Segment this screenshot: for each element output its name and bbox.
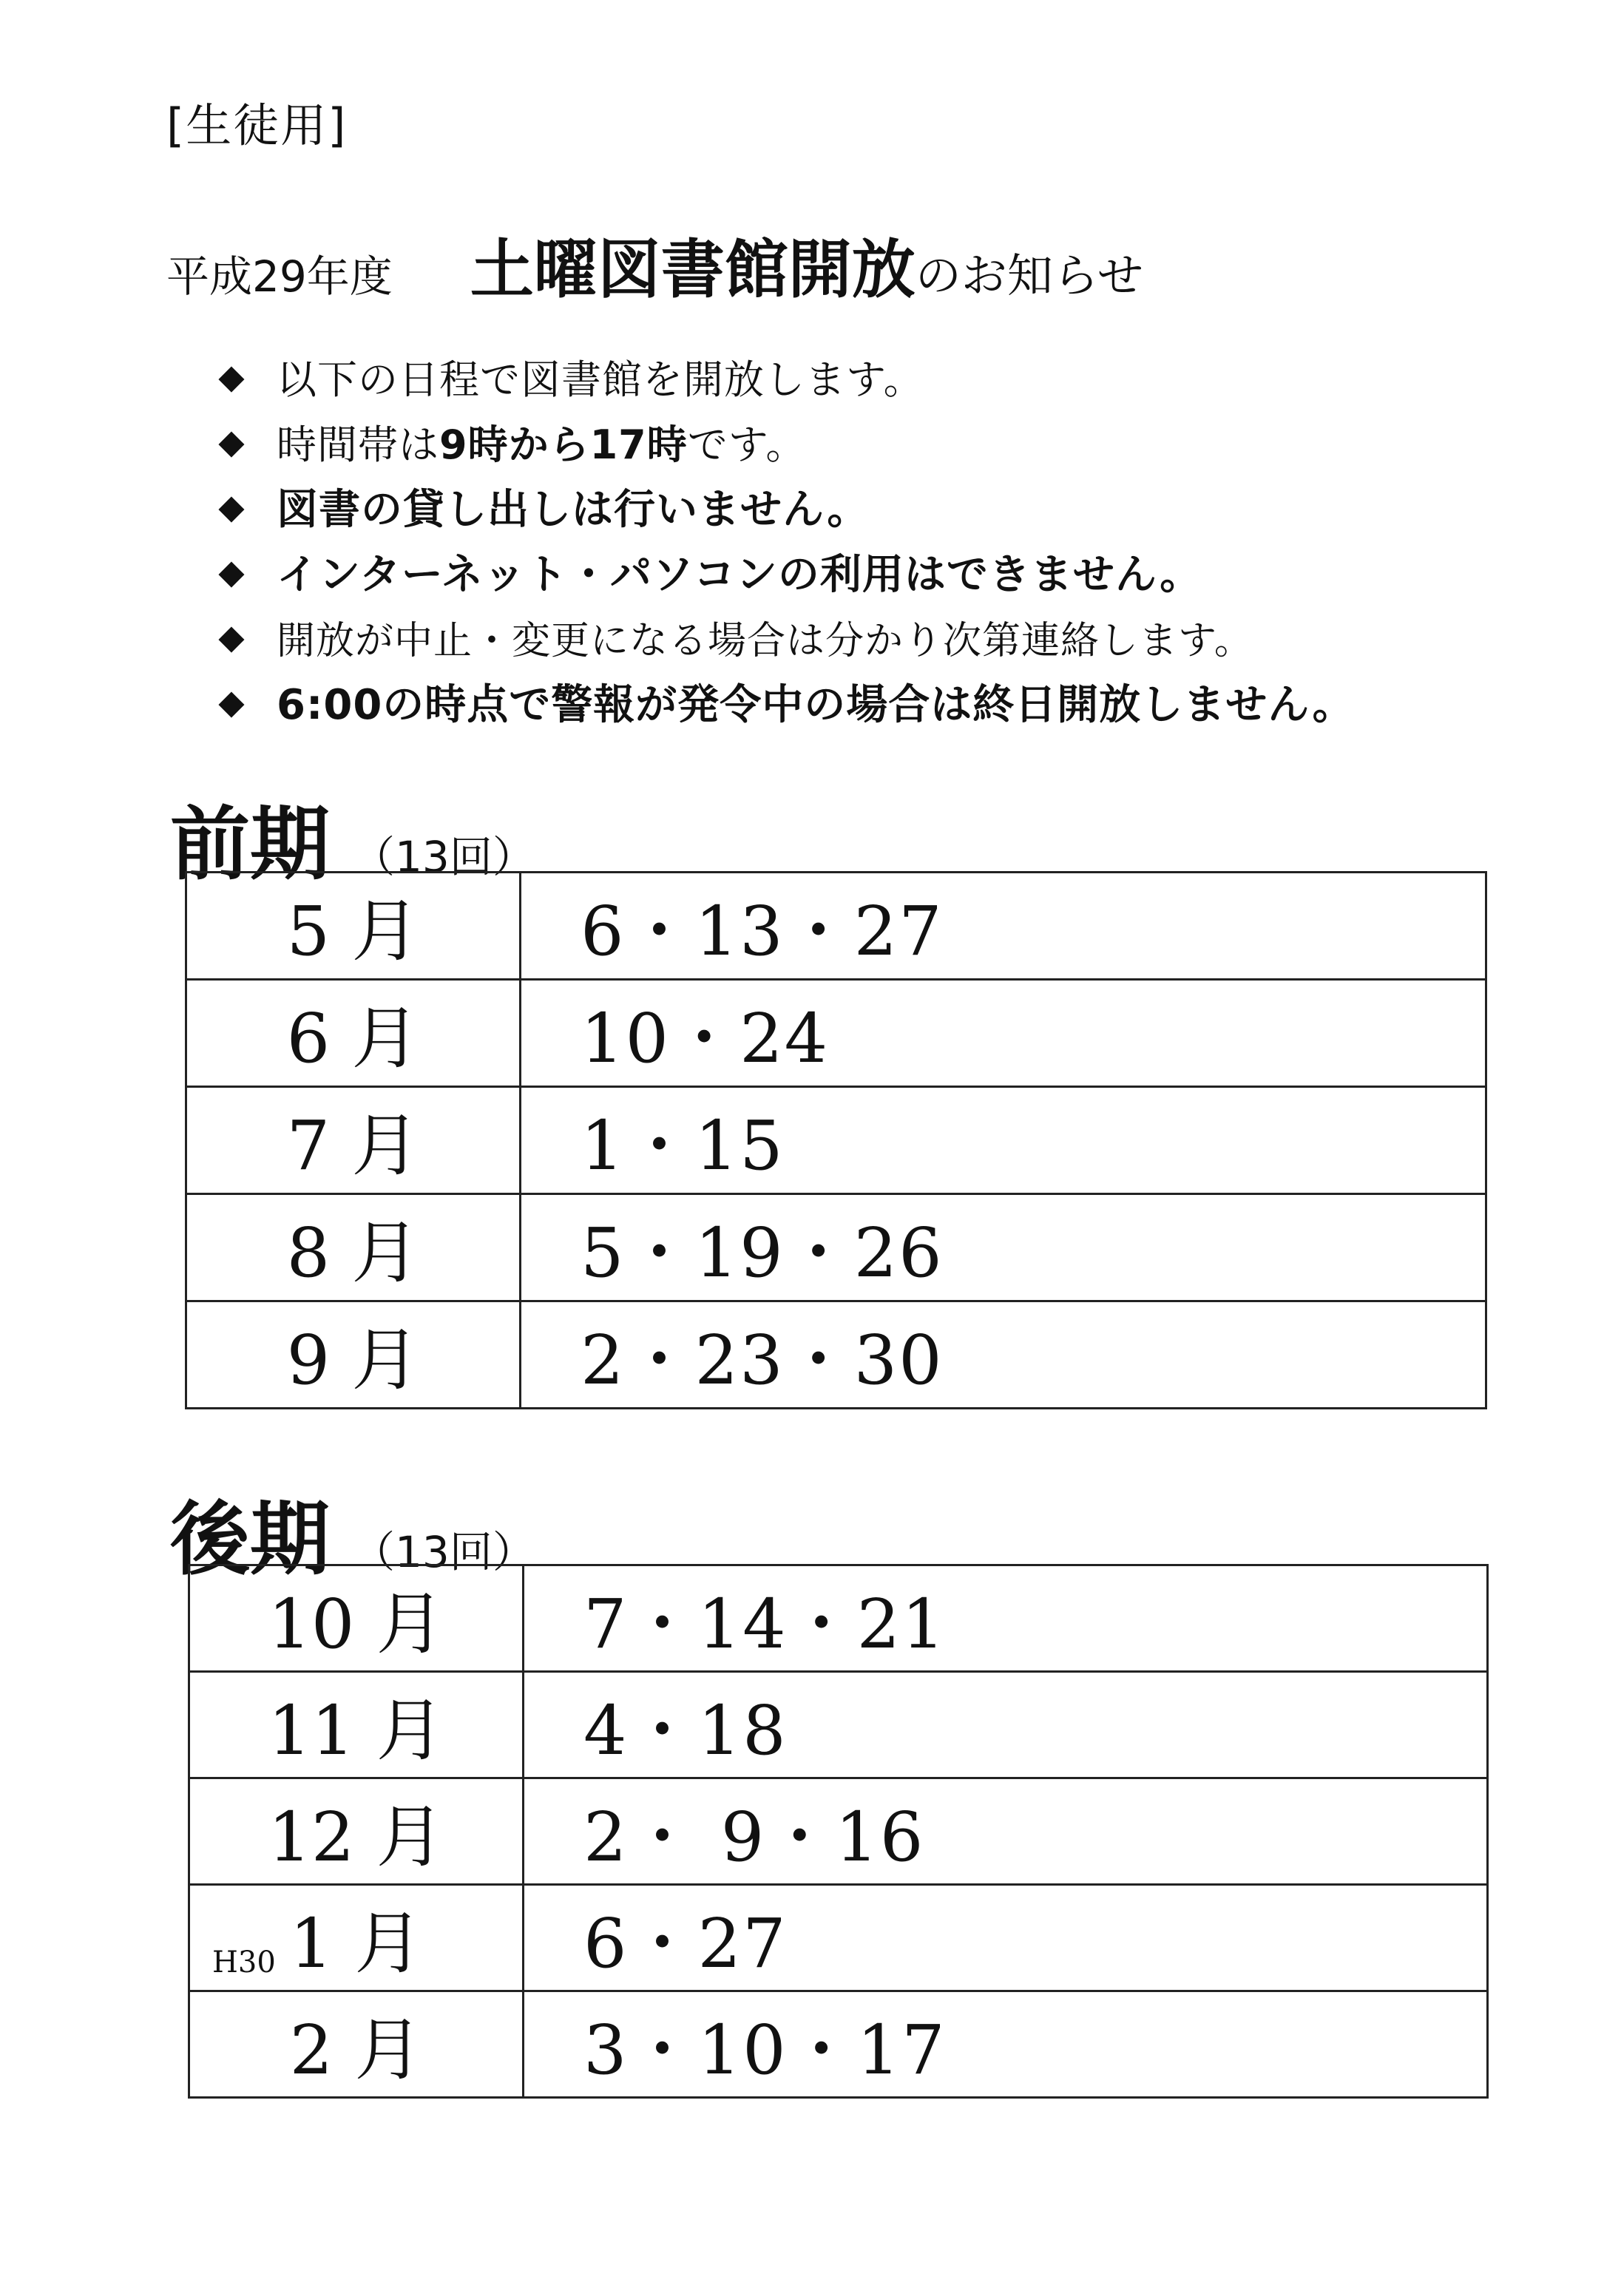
- diamond-bullet-icon: ◆: [218, 682, 245, 722]
- first-term-title: 前期: [170, 799, 331, 891]
- dates-cell: 1・15: [521, 1087, 1486, 1194]
- notice-text: 図書の貸し出しは行いません。: [277, 486, 870, 534]
- notice-text: インターネット・パソコンの利用はできません。: [277, 551, 1202, 599]
- dates-cell: 5・19・26: [521, 1194, 1486, 1301]
- diamond-bullet-icon: ◆: [218, 421, 245, 461]
- table-row: [189, 1885, 1488, 1991]
- notice-item: [214, 409, 1516, 474]
- table-row: [186, 980, 1486, 1087]
- diamond-bullet-icon: ◆: [218, 617, 245, 657]
- dates-cell: 6・27: [524, 1885, 1488, 1991]
- month-cell: 12 月: [189, 1778, 524, 1885]
- dates-cell: 6・13・27: [521, 873, 1486, 980]
- notice-text: 開放が中止・変更になる場合は分かり次第連絡します。: [277, 618, 1253, 663]
- dates-cell: 4・18: [524, 1672, 1488, 1778]
- notice-list: [214, 344, 1516, 734]
- diamond-bullet-icon: ◆: [218, 487, 245, 526]
- table-row: [189, 1672, 1488, 1778]
- notice-text: 以下の日程で図書館を開放します。: [277, 356, 924, 403]
- notice-item: [214, 669, 1516, 734]
- title-main: 土曜図書館開放: [470, 233, 916, 307]
- month-cell: 11 月: [189, 1672, 524, 1778]
- table-row: [189, 1778, 1488, 1885]
- month-cell: 6 月: [186, 980, 521, 1087]
- dates-cell: 3・10・17: [524, 1991, 1488, 2098]
- table-row: [186, 873, 1486, 980]
- first-term-table: [185, 871, 1487, 1409]
- page-title: [166, 218, 1143, 310]
- diamond-bullet-icon: ◆: [218, 356, 245, 396]
- notice-text: 6:00の時点で警報が発令中の場合は終日開放しません。: [277, 681, 1355, 729]
- era-label: H30: [212, 1945, 276, 1980]
- diamond-bullet-icon: ◆: [218, 552, 245, 592]
- second-term-title: 後期: [170, 1494, 331, 1586]
- notice-item: [214, 604, 1516, 669]
- audience-label: [生徒用]: [166, 98, 348, 152]
- table-row: [186, 1194, 1486, 1301]
- dates-cell: 10・24: [521, 980, 1486, 1087]
- month-cell: 8 月: [186, 1194, 521, 1301]
- second-term-table: [188, 1564, 1489, 2099]
- notice-text: 時間帯は9時から17時です。: [277, 421, 807, 468]
- month-cell: 5 月: [186, 873, 521, 980]
- notice-item: [214, 474, 1516, 539]
- dates-cell: 7・14・21: [524, 1565, 1488, 1672]
- second-term-count: （13回）: [352, 1527, 535, 1577]
- dates-cell: 2・ 9・16: [524, 1778, 1488, 1885]
- table-row: [186, 1301, 1486, 1409]
- first-term-count: （13回）: [352, 832, 535, 882]
- month-cell: 2 月: [189, 1991, 524, 2098]
- month-cell: 9 月: [186, 1301, 521, 1409]
- month-cell: 10 月: [189, 1565, 524, 1672]
- table-row: [189, 1991, 1488, 2098]
- notice-item: [214, 344, 1516, 409]
- title-year: 平成29年度: [166, 251, 393, 302]
- title-suffix: のお知らせ: [915, 248, 1143, 302]
- table-row: [189, 1565, 1488, 1672]
- notice-item: [214, 539, 1516, 604]
- dates-cell: 2・23・30: [521, 1301, 1486, 1409]
- month-cell: 7 月: [186, 1087, 521, 1194]
- table-row: [186, 1087, 1486, 1194]
- month-cell: H30 1 月: [189, 1885, 524, 1991]
